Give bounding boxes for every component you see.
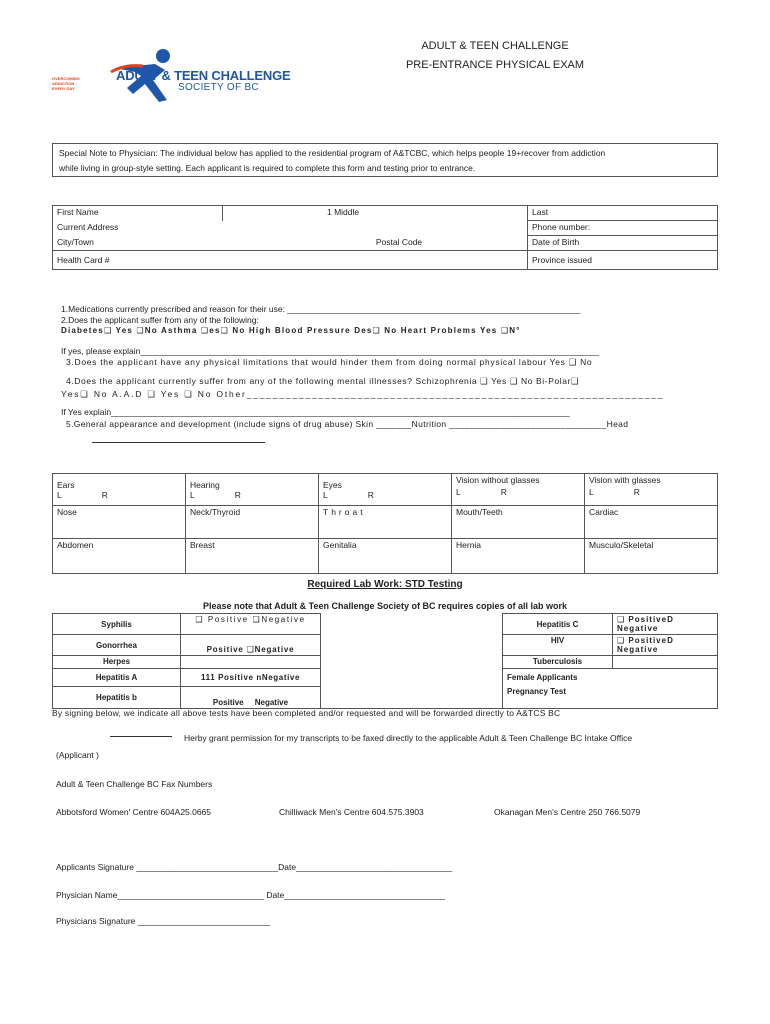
exam-vision-with-glasses[interactable] (585, 474, 718, 506)
city-label: City/Town (57, 236, 94, 247)
exam-musculo-label: Musculo/Skeletal (589, 540, 654, 550)
health-card-field[interactable] (53, 251, 528, 270)
first-name-field[interactable] (53, 206, 223, 221)
exam-vision-without-label: Vision without glasses (456, 475, 540, 485)
lab-gonorrhea: Gonorrhea (53, 635, 181, 656)
lab-gonorrhea-result[interactable] (181, 635, 321, 656)
lab-female-applicants-label: Female Applicants (507, 673, 578, 682)
exam-musculo-skeletal[interactable] (585, 539, 718, 574)
question-4-continued[interactable]: Yes❑ No A.A.D ❑ Yes ❑ No Other________________________________________________________________ (61, 389, 665, 399)
question-5[interactable]: 5.General appearance and development (include signs of drug abuse) Skin _______Nutrition _______________________________Head (66, 419, 629, 429)
logo-name: ADULT & TEEN CHALLENGE (116, 68, 291, 83)
health-card-label: Health Card # (57, 255, 110, 265)
lab-gonorrhea-result-text: Positive ❑Negative (206, 645, 295, 654)
current-address-field[interactable] (53, 221, 528, 236)
physician-signature-line[interactable]: Physicians Signature ____________________________ (56, 916, 271, 926)
question-2-explain[interactable]: If yes, please explain_________________________________________________________________________________________________ (61, 346, 599, 356)
lab-spacer (321, 614, 503, 635)
first-name-label: First Name (57, 207, 99, 217)
form-title-line1: ADULT & TEEN CHALLENGE (421, 40, 569, 52)
exam-throat[interactable] (319, 506, 452, 539)
phone-field[interactable] (528, 221, 718, 236)
logo-tagline-2: ADDICTION (52, 81, 75, 86)
current-address-label: Current Address (57, 221, 119, 232)
exam-mouth-teeth[interactable] (452, 506, 585, 539)
exam-abdomen-label: Abdomen (57, 540, 94, 550)
exam-row-3 (53, 539, 718, 574)
lab-hiv-result-text: ❑ PositiveD Negative (617, 636, 674, 654)
exam-ears-right: R (101, 490, 108, 500)
question-4[interactable]: 4.Does the applicant currently suffer from any of the following mental illnesses? Schizophrenia ❑ Yes ❑ No Bi-Polar❑ (66, 376, 580, 386)
exam-breast[interactable] (186, 539, 319, 574)
lab-pregnancy-test-label: Pregnancy Test (507, 687, 566, 696)
lab-hepatitis-b-result[interactable] (181, 687, 321, 709)
lab-syphilis: Syphilis (53, 614, 181, 635)
fax-okanagan: Okanagan Men's Centre 250 766.5079 (494, 807, 641, 817)
city-field[interactable] (53, 236, 528, 251)
question-1[interactable]: 1.Medications currently prescribed and reason for their use: ______________________________________________________________ (61, 304, 581, 314)
exam-vision-with-left: L (589, 487, 594, 497)
logo-subname: SOCIETY OF BC (178, 82, 259, 93)
signing-statement: By signing below, we indicate all above tests have been completed and/or requested and will be forwarded directly to A&TCS BC (52, 708, 561, 718)
fax-abbotsford: Abbotsford Women' Centre 604A25.0665 (56, 807, 212, 817)
physician-note-line2: while living in group-style setting. Each applicant is required to complete this form and testing prior to entrance. (59, 163, 476, 173)
lab-hepatitis-c: Hepatitis C (503, 614, 613, 635)
lab-herpes: Herpes (53, 656, 181, 669)
exam-cardiac[interactable] (585, 506, 718, 539)
lab-female-applicants (503, 669, 718, 709)
last-name-field[interactable] (528, 206, 718, 221)
lab-syphilis-result[interactable] (181, 614, 321, 635)
exam-eyes-right: R (367, 490, 374, 500)
lab-spacer (321, 656, 503, 669)
physician-note-box (52, 143, 718, 177)
lab-hepatitis-b: Hepatitis b (53, 687, 181, 709)
exam-genitalia-label: Genitalia (323, 540, 357, 550)
question-4-explain[interactable]: If Yes explain_________________________________________________________________________________________________ (61, 407, 570, 417)
postal-code-label: Postal Code (375, 236, 423, 247)
physician-note-line1: Special Note to Physician: The individual below has applied to the residential program of A&TCBC, which helps people 19+recover from addiction (59, 148, 606, 158)
logo (50, 42, 291, 112)
exam-hernia-label: Hernia (456, 540, 482, 550)
exam-nose[interactable] (53, 506, 186, 539)
exam-vision-without-left: L (456, 487, 461, 497)
question-2: 2.Does the applicant suffer from any of the following: (61, 315, 259, 325)
lab-hepatitis-c-result[interactable] (613, 614, 718, 635)
exam-cardiac-label: Cardiac (589, 507, 619, 517)
exam-hernia[interactable] (452, 539, 585, 574)
exam-eyes-label: Eyes (323, 480, 342, 490)
fax-chilliwack: Chilliwack Men's Centre 604.575.3903 (279, 807, 424, 817)
fax-title: Adult & Teen Challenge BC Fax Numbers (56, 779, 213, 789)
lab-hepatitis-b-result-text: Positive Negative (212, 698, 289, 707)
exam-vision-without-right: R (500, 487, 507, 497)
exam-abdomen[interactable] (53, 539, 186, 574)
lab-tuberculosis-result[interactable] (613, 656, 718, 669)
lab-spacer (321, 635, 503, 656)
applicant-signature-line[interactable]: Applicants Signature ______________________________Date_________________________________ (56, 862, 453, 872)
logo-tagline-1: OVERCOMING (52, 76, 80, 81)
exam-nose-label: Nose (57, 507, 77, 517)
exam-ears-left: L (57, 490, 62, 500)
lab-table (52, 613, 718, 709)
form-title-line2: PRE-ENTRANCE PHYSICAL EXAM (405, 59, 585, 71)
lab-spacer (321, 687, 503, 709)
exam-hearing-right: R (234, 490, 241, 500)
phone-label: Phone number: (532, 222, 591, 232)
exam-breast-label: Breast (190, 540, 215, 550)
permission-signature-line[interactable] (110, 736, 172, 737)
exam-hearing-label: Hearing (190, 480, 220, 490)
lab-hiv-result[interactable] (613, 635, 718, 656)
lab-hepatitis-c-result-text: ❑ PositiveD Negative (617, 615, 674, 633)
exam-genitalia[interactable] (319, 539, 452, 574)
dob-label: Date of Birth (532, 237, 580, 247)
question-5-underline (92, 442, 265, 443)
lab-herpes-result[interactable] (181, 656, 321, 669)
permission-statement: Herby grant permission for my transcripts to be faxed directly to the applicable Adult & Teen Challenge BC Intake Office (184, 733, 633, 743)
exam-vision-with-right: R (633, 487, 640, 497)
lab-hepatitis-a-result-text: 111 Positive nNegative (200, 673, 301, 682)
physician-name-line[interactable]: Physician Name_______________________________ Date__________________________________ (56, 890, 446, 900)
lab-hepatitis-a-result[interactable] (181, 669, 321, 687)
lab-title: Required Lab Work: STD Testing (307, 579, 463, 590)
question-3[interactable]: 3.Does the applicant have any physical limitations that would hinder them from doing normal physical labour Yes ❑ No (66, 357, 593, 367)
province-label: Province issued (532, 255, 593, 265)
exam-neck-label: Neck/Thyroid (190, 507, 241, 517)
applicant-info-table (52, 205, 718, 270)
exam-vision-without-glasses[interactable] (452, 474, 585, 506)
last-name-label: Last (532, 207, 549, 217)
exam-ears[interactable] (53, 474, 186, 506)
exam-eyes[interactable] (319, 474, 452, 506)
exam-neck-thyroid[interactable] (186, 506, 319, 539)
exam-hearing[interactable] (186, 474, 319, 506)
lab-syphilis-result-text: ❑ Positive ❑Negative (195, 615, 306, 624)
exam-table (52, 473, 718, 574)
exam-eyes-left: L (323, 490, 328, 500)
exam-row-2 (53, 506, 718, 539)
lab-spacer (321, 669, 503, 687)
middle-name-label: 1 Middle (327, 207, 360, 217)
province-field[interactable] (528, 251, 718, 270)
exam-row-1 (53, 474, 718, 506)
dob-field[interactable] (528, 236, 718, 251)
logo-tagline-3: EVERY DAY (52, 86, 75, 91)
exam-ears-label: Ears (57, 480, 75, 490)
exam-hearing-left: L (190, 490, 195, 500)
lab-hepatitis-a: Hepatitis A (53, 669, 181, 687)
lab-hiv: HIV (503, 635, 613, 656)
exam-mouth-label: Mouth/Teeth (456, 507, 503, 517)
lab-tuberculosis: Tuberculosis (503, 656, 613, 669)
exam-vision-with-label: Vision with glasses (589, 475, 661, 485)
applicant-label: (Applicant ) (56, 750, 99, 760)
exam-throat-label: Throat (323, 507, 366, 517)
question-2-conditions[interactable]: Diabetes❑ Yes ❑No Asthma ❑es❑ No High Blood Pressure Des❑ No Heart Problems Yes ❑N° (61, 326, 521, 335)
lab-note: Please note that Adult & Teen Challenge Society of BC requires copies of all lab work (202, 601, 568, 611)
middle-name-field[interactable] (223, 206, 528, 221)
